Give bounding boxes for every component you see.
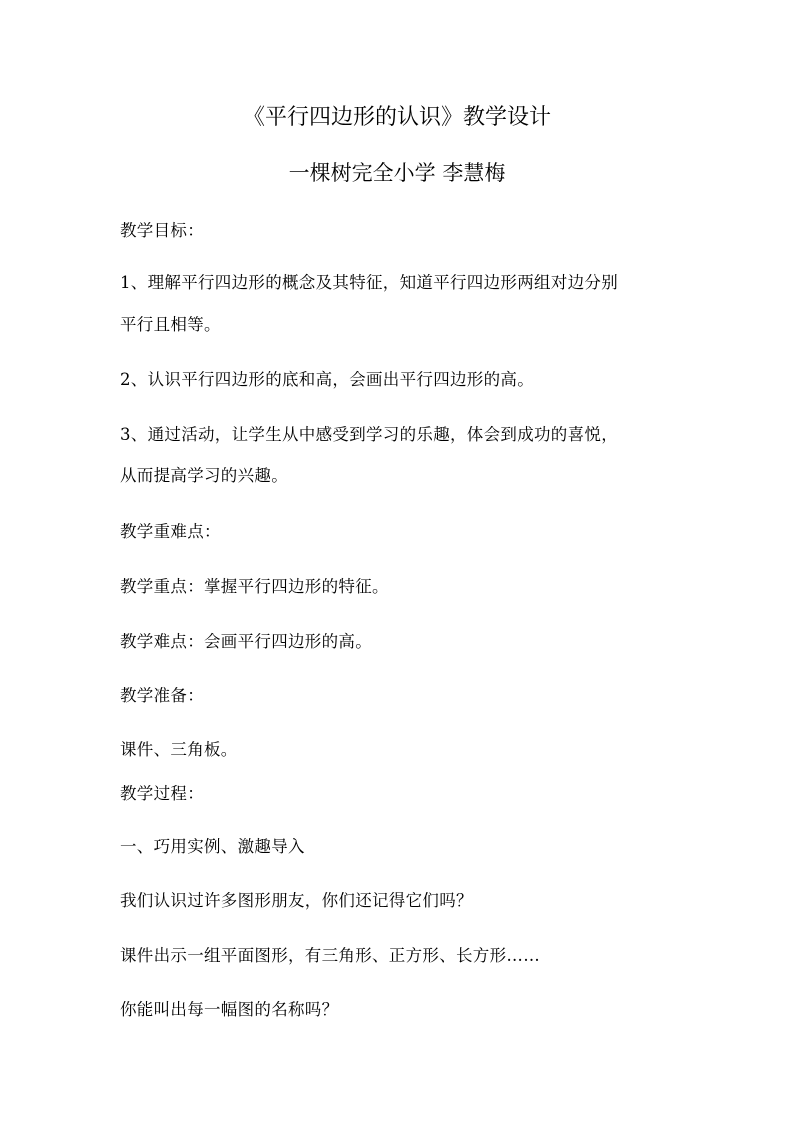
document-title: 《平行四边形的认识》教学设计 — [242, 105, 551, 130]
section-heading-preparation: 教学准备： — [120, 686, 204, 705]
objective-2: 2、认识平行四边形的底和高，会画出平行四边形的高。 — [120, 370, 534, 389]
objective-1-line-2: 平行且相等。 — [120, 315, 221, 334]
section-heading-objectives: 教学目标： — [120, 221, 204, 240]
preparation-items: 课件、三角板。 — [120, 740, 238, 759]
process-text-1: 我们认识过许多图形朋友，你们还记得它们吗？ — [120, 891, 473, 910]
section-heading-process: 教学过程： — [120, 784, 204, 803]
process-step-1-heading: 一、巧用实例、激趣导入 — [120, 837, 305, 856]
objective-3-line-2: 从而提高学习的兴趣。 — [120, 466, 288, 485]
document-author: 一棵树完全小学 李慧梅 — [288, 161, 506, 185]
objective-3-line-1: 3、通过活动，让学生从中感受到学习的乐趣，体会到成功的喜悦， — [120, 425, 618, 444]
section-heading-key-points: 教学重难点： — [120, 522, 221, 541]
process-text-2: 课件出示一组平面图形，有三角形、正方形、长方形…… — [120, 946, 540, 965]
key-point: 教学重点：掌握平行四边形的特征。 — [120, 577, 389, 596]
objective-1-line-1: 1、理解平行四边形的概念及其特征，知道平行四边形两组对边分别 — [120, 273, 618, 292]
process-text-3: 你能叫出每一幅图的名称吗？ — [120, 1000, 339, 1019]
difficult-point: 教学难点：会画平行四边形的高。 — [120, 632, 372, 651]
